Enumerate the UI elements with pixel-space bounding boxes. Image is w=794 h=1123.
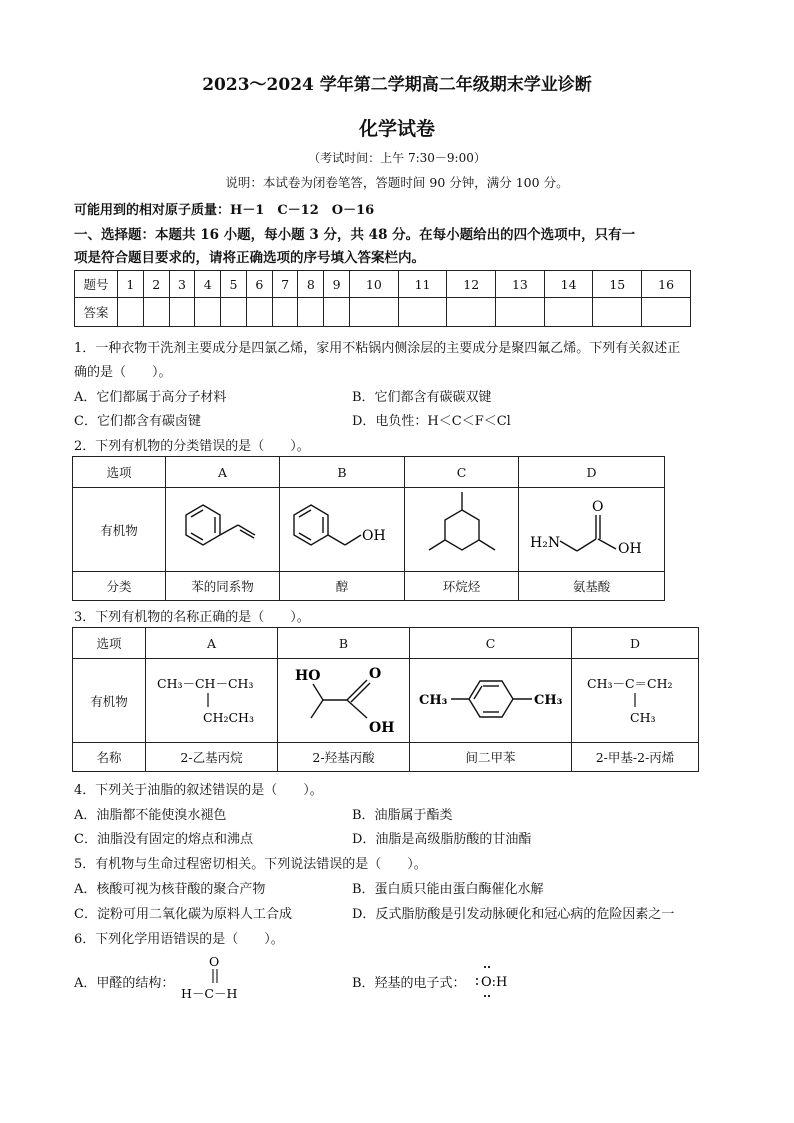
q2-class-a: 苯的同系物 xyxy=(166,572,280,601)
question-number: 5 xyxy=(221,271,247,298)
q5-option-d: D．反式脂肪酸是引发动脉硬化和冠心病的危险因素之一 xyxy=(352,907,675,922)
q3-row-label: 有机物 xyxy=(73,659,146,743)
q3-name-b: 2-羟基丙酸 xyxy=(278,743,410,772)
question-number: 7 xyxy=(272,271,298,298)
question-number: 9 xyxy=(324,271,350,298)
q3-c-left-methyl: CH₃ xyxy=(419,693,448,708)
q3-name-label: 名称 xyxy=(73,743,146,772)
q3-structure-b xyxy=(278,659,410,743)
formaldehyde-o: O xyxy=(209,954,220,969)
q2-row-label: 有机物 xyxy=(73,488,166,572)
answer-table-answer-row xyxy=(75,298,691,327)
q2-table xyxy=(72,456,665,601)
q2-structure-d xyxy=(519,488,665,572)
answer-table-answer-label: 答案 xyxy=(75,298,118,327)
benzyl-alcohol-structure xyxy=(287,493,397,563)
q6-option-a: A．甲醛的结构： xyxy=(74,976,175,991)
q5-option-a: A．核酸可视为核苷酸的聚合产物 xyxy=(74,882,266,897)
formaldehyde-structure xyxy=(176,952,256,1004)
q3-a-formula xyxy=(149,664,274,734)
question-number: 14 xyxy=(544,271,593,298)
q3-structure-c xyxy=(410,659,572,743)
q2-class-c: 环烷烃 xyxy=(405,572,519,601)
exam-title: 2023～2024 学年第二学期高二年级期末学业诊断 xyxy=(202,75,592,95)
q3-head-b: B xyxy=(278,628,410,659)
lactic-acid-structure xyxy=(281,660,406,738)
answer-table-number-row xyxy=(75,271,691,298)
xylene-structure xyxy=(413,664,568,734)
q1-stem-line1: 1．一种衣物干洗剂主要成分是四氯乙烯，家用不粘锅内侧涂层的主要成分是聚四氟乙烯。下列有关叙述正 xyxy=(74,341,681,356)
answer-cell[interactable] xyxy=(272,298,298,327)
answer-table-number-label: 题号 xyxy=(75,271,118,298)
trimethylcyclohexane-structure xyxy=(412,488,512,568)
q5-option-c: C．淀粉可用二氧化碳为原料人工合成 xyxy=(74,907,292,922)
q4-option-c: C．油脂没有固定的熔点和沸点 xyxy=(74,832,253,847)
q3-structure-d xyxy=(572,659,699,743)
q3-c-right-methyl: CH₃ xyxy=(534,693,563,708)
amino-label: H₂N xyxy=(529,534,560,551)
q5-option-b: B．蛋白质只能由蛋白酶催化水解 xyxy=(352,882,544,897)
glycine-structure xyxy=(522,491,662,566)
answer-cell[interactable] xyxy=(496,298,545,327)
answer-cell[interactable] xyxy=(350,298,399,327)
section1-intro-line1: 一、选择题：本题共 16 小题，每小题 3 分，共 48 分。在每小题给出的四个选项中，只有一 xyxy=(74,227,636,243)
acid-oh-label: OH xyxy=(617,540,642,557)
answer-cell[interactable] xyxy=(298,298,324,327)
q3-head-d: D xyxy=(572,628,699,659)
answer-cell[interactable] xyxy=(324,298,350,327)
q2-structure-c xyxy=(405,488,519,572)
answer-cell[interactable] xyxy=(143,298,169,327)
q4-option-b: B．油脂属于酯类 xyxy=(352,808,453,823)
q2-head-option: 选项 xyxy=(73,457,166,488)
answer-cell[interactable] xyxy=(544,298,593,327)
question-number: 16 xyxy=(642,271,691,298)
answer-cell[interactable] xyxy=(593,298,642,327)
q3-name-a: 2-乙基丙烷 xyxy=(146,743,278,772)
answer-cell[interactable] xyxy=(398,298,447,327)
atomic-mass-line: 可能用到的相对原子质量：H－1 C－12 O－16 xyxy=(74,203,375,218)
q6-stem: 6．下列化学用语错误的是（ ）。 xyxy=(74,932,284,947)
question-number: 1 xyxy=(118,271,144,298)
styrene-structure xyxy=(173,493,273,563)
answer-cell[interactable] xyxy=(447,298,496,327)
q4-option-a: A．油脂都不能使溴水褪色 xyxy=(74,808,227,823)
hydroxyl-formula-text: O:H xyxy=(481,975,508,990)
q2-class-d: 氨基酸 xyxy=(519,572,665,601)
q3-b-ho: HO xyxy=(295,668,321,684)
q3-head-a: A xyxy=(146,628,278,659)
q1-option-d: D．电负性：H＜C＜F＜Cl xyxy=(352,414,511,429)
q2-head-c: C xyxy=(405,457,519,488)
answer-cell[interactable] xyxy=(195,298,221,327)
q2-head-d: D xyxy=(519,457,665,488)
q3-a-branch: CH₂CH₃ xyxy=(203,710,254,725)
answer-cell[interactable] xyxy=(118,298,144,327)
question-number: 6 xyxy=(246,271,272,298)
q2-class-b: 醇 xyxy=(280,572,405,601)
q2-class-label: 分类 xyxy=(73,572,166,601)
q6-option-b: B．羟基的电子式： xyxy=(352,976,466,991)
hydroxyl-electron-formula xyxy=(474,960,519,1000)
question-number: 2 xyxy=(143,271,169,298)
q3-d-branch: CH₃ xyxy=(629,710,655,725)
q2-stem: 2．下列有机物的分类错误的是（ ）。 xyxy=(74,439,310,454)
exam-time: （考试时间：上午 7:30－9:00） xyxy=(308,151,486,165)
section1-intro-line2: 项是符合题目要求的，请将正确选项的序号填入答案栏内。 xyxy=(74,250,425,266)
question-number: 13 xyxy=(496,271,545,298)
q1-option-c: C．它们都含有碳卤键 xyxy=(74,414,201,429)
answer-cell[interactable] xyxy=(221,298,247,327)
q3-b-oh: OH xyxy=(369,720,395,736)
carbonyl-o-label: O xyxy=(591,498,603,515)
q3-d-formula xyxy=(573,664,698,734)
q3-table xyxy=(72,627,699,772)
answer-cell[interactable] xyxy=(642,298,691,327)
q2-structure-a xyxy=(166,488,280,572)
q2-structure-b xyxy=(280,488,405,572)
q4-stem: 4．下列关于油脂的叙述错误的是（ ）。 xyxy=(74,783,323,798)
q1-option-a: A．它们都属于高分子材料 xyxy=(74,390,227,405)
question-number: 11 xyxy=(398,271,447,298)
question-number: 3 xyxy=(169,271,195,298)
q3-name-d: 2-甲基-2-丙烯 xyxy=(572,743,699,772)
answer-cell[interactable] xyxy=(246,298,272,327)
q2-head-a: A xyxy=(166,457,280,488)
subject-title: 化学试卷 xyxy=(358,118,435,140)
q3-d-main-chain: CH₃－C＝CH₂ xyxy=(586,676,673,691)
q3-structure-a xyxy=(146,659,278,743)
question-number: 15 xyxy=(593,271,642,298)
q5-stem: 5．有机物与生命过程密切相关。下列说法错误的是（ ）。 xyxy=(74,857,427,872)
q1-option-b: B．它们都含有碳碳双键 xyxy=(352,390,492,405)
q3-head-c: C xyxy=(410,628,572,659)
question-number: 10 xyxy=(350,271,399,298)
q1-stem-line2: 确的是（ ）。 xyxy=(74,365,172,380)
q4-option-d: D．油脂是高级脂肪酸的甘油酯 xyxy=(352,832,532,847)
q3-head-option: 选项 xyxy=(73,628,146,659)
question-number: 12 xyxy=(447,271,496,298)
q3-stem: 3．下列有机物的名称正确的是（ ）。 xyxy=(74,610,310,625)
answer-cell[interactable] xyxy=(169,298,195,327)
answer-table xyxy=(74,270,691,327)
formaldehyde-chain: H－C－H xyxy=(181,986,238,1001)
q3-name-c: 间二甲苯 xyxy=(410,743,572,772)
exam-note: 说明：本试卷为闭卷笔答，答题时间 90 分钟，满分 100 分。 xyxy=(225,175,569,190)
oh-label: OH xyxy=(362,528,386,544)
q3-a-main-chain: CH₃－CH－CH₃ xyxy=(157,676,254,691)
q2-head-b: B xyxy=(280,457,405,488)
question-number: 8 xyxy=(298,271,324,298)
q3-b-o: O xyxy=(369,666,382,682)
question-number: 4 xyxy=(195,271,221,298)
